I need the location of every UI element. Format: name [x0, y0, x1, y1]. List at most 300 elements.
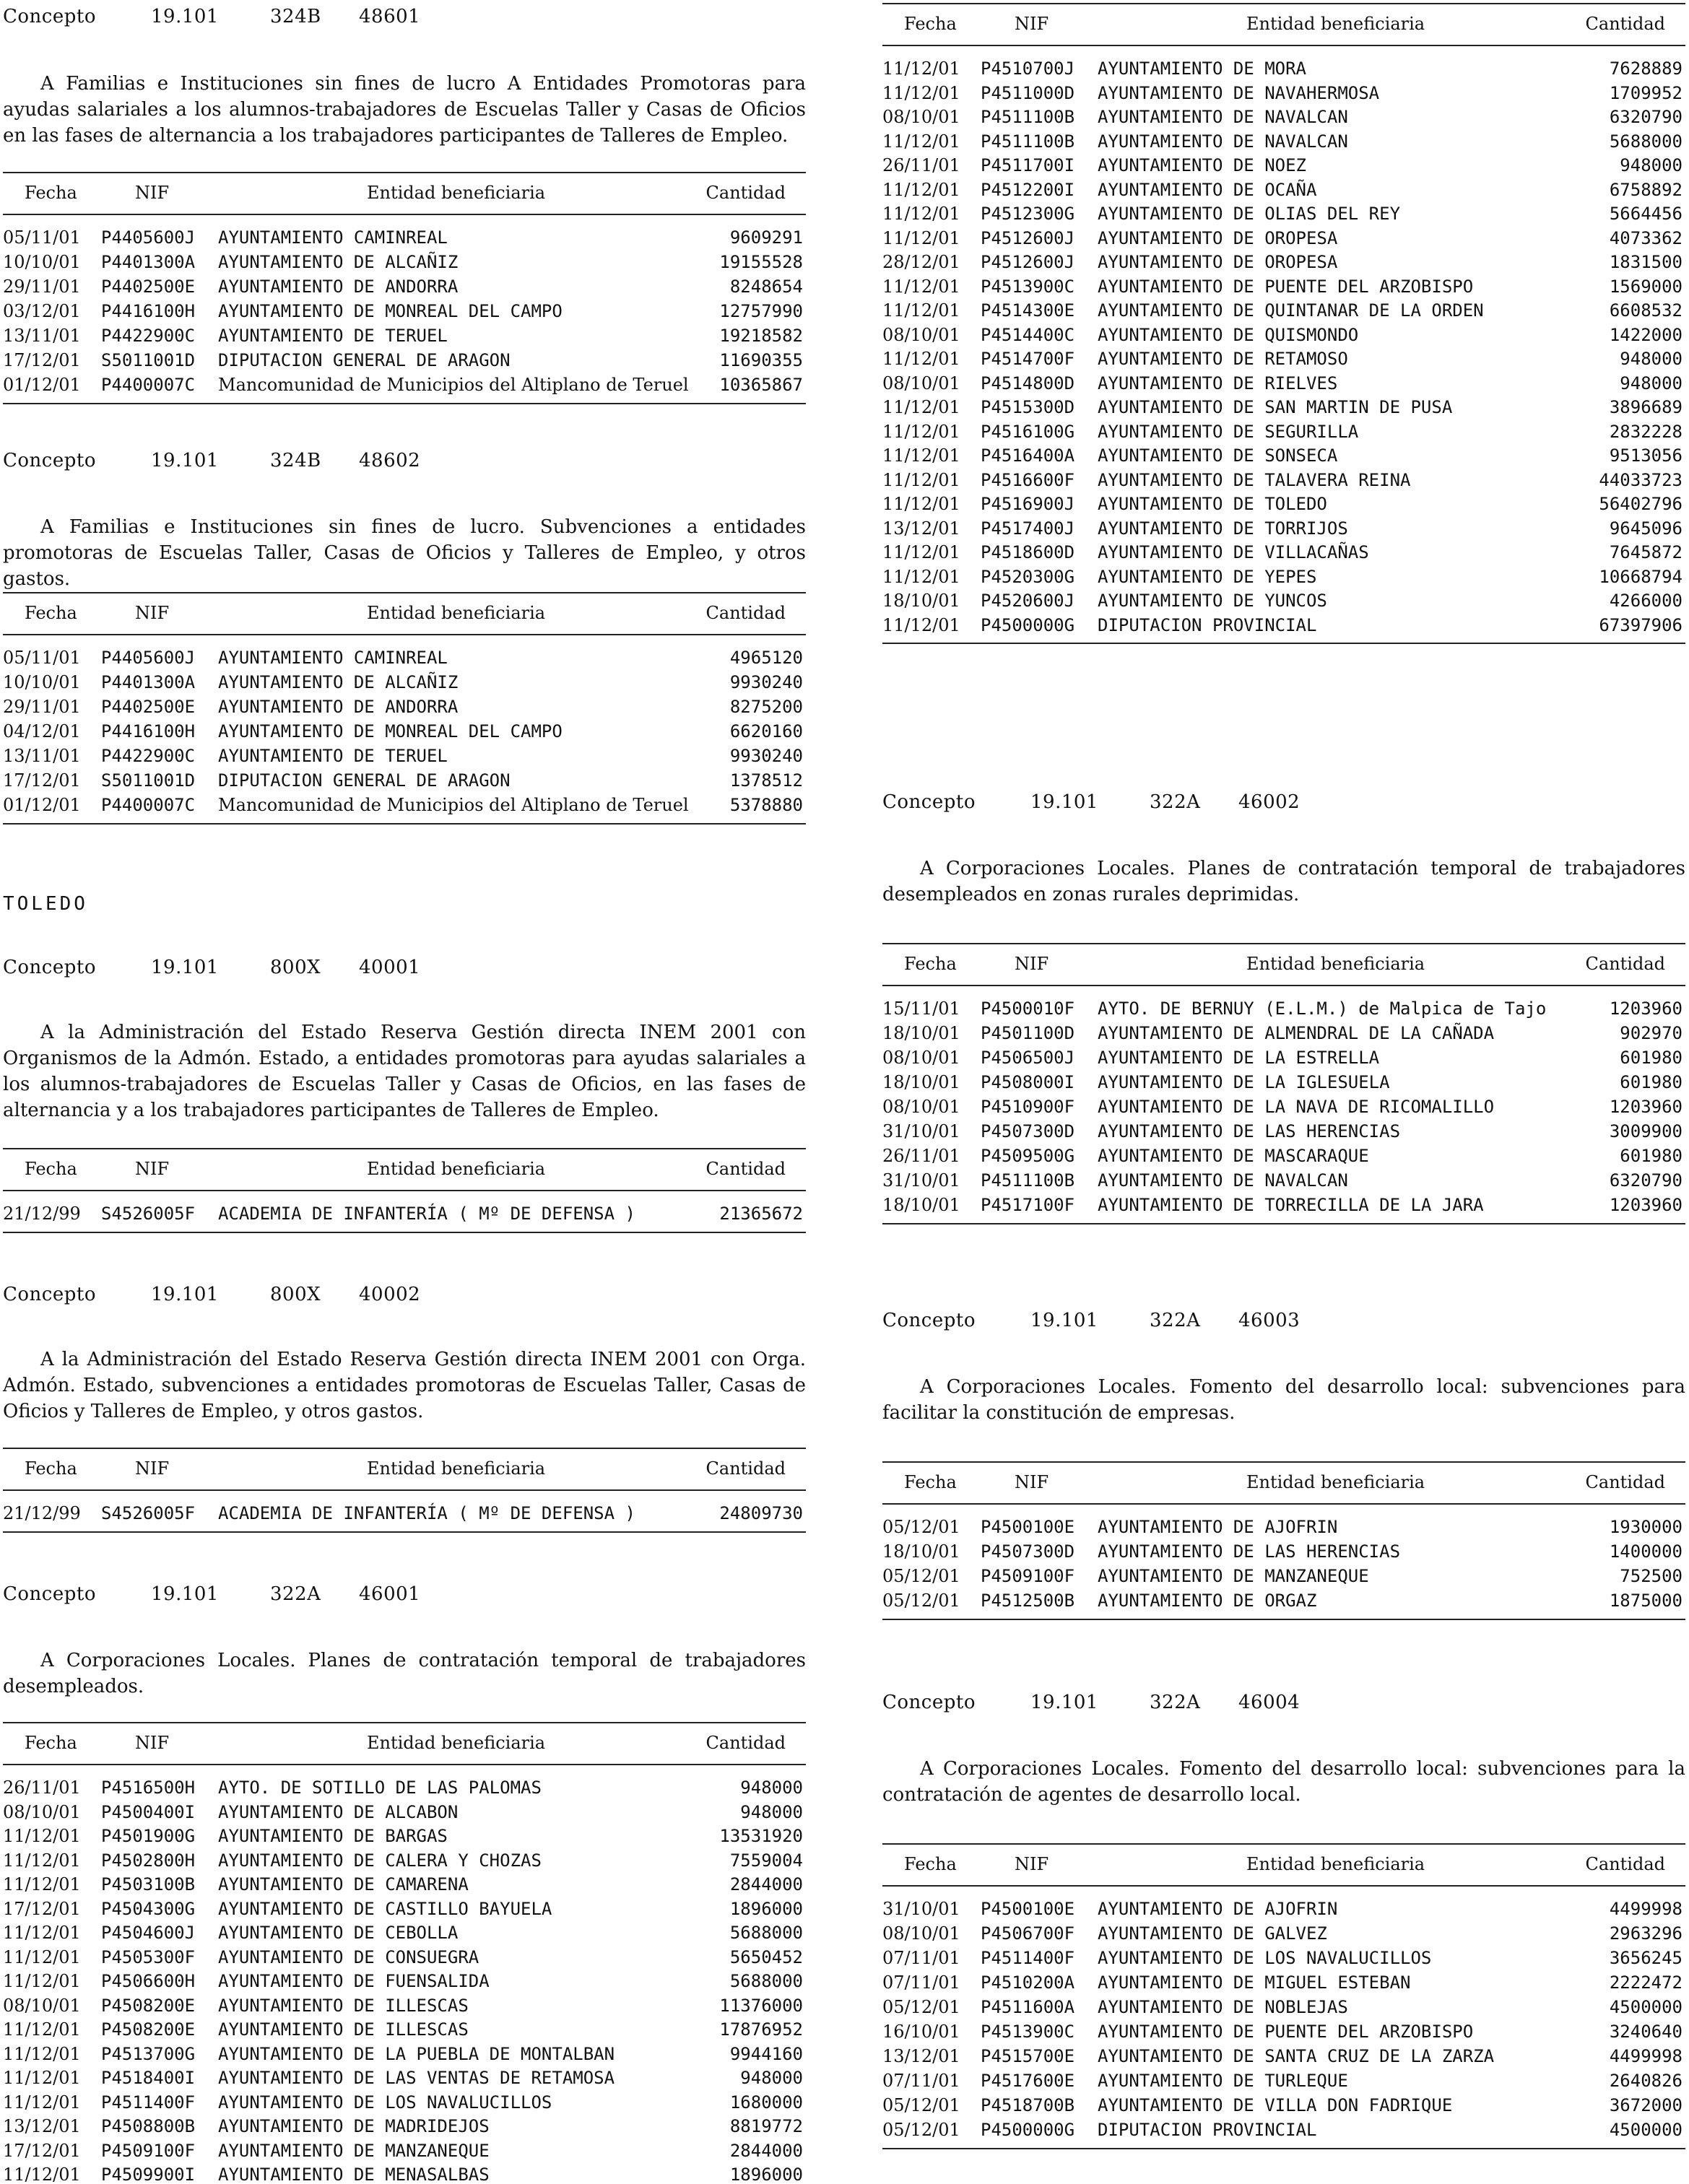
cell-fecha: 31/10/01 — [882, 1170, 960, 1191]
cell-cantidad: 948000 — [1620, 373, 1683, 393]
cell-entidad: AYUNTAMIENTO DE NAVALCAN — [1098, 107, 1348, 127]
beneficiary-table — [882, 943, 1685, 1224]
table-body — [3, 635, 806, 823]
cell-cantidad: 7628889 — [1609, 58, 1683, 79]
table-row — [3, 2139, 806, 2163]
concepto-c: 40002 — [359, 1284, 421, 1305]
cell-cantidad: 902970 — [1620, 1023, 1683, 1043]
cell-nif: P4507300D — [981, 1121, 1075, 1141]
table-row — [882, 1515, 1685, 1539]
cell-fecha: 21/12/99 — [3, 1503, 81, 1523]
cell-cantidad: 1378512 — [729, 770, 803, 791]
cell-cantidad: 5650452 — [729, 1946, 803, 1967]
table-row — [882, 2019, 1685, 2044]
cell-entidad: AYUNTAMIENTO DE BARGAS — [218, 1826, 448, 1846]
cell-entidad: AYUNTAMIENTO DE MASCARAQUE — [1098, 1146, 1369, 1166]
beneficiary-table — [3, 592, 806, 825]
cell-nif: P4511700I — [981, 155, 1075, 175]
cell-fecha: 31/10/01 — [882, 1121, 960, 1141]
cell-nif: P4518400I — [101, 2068, 196, 2088]
column-header-cantidad: Cantidad — [1585, 1472, 1665, 1492]
cell-entidad: DIPUTACION PROVINCIAL — [1098, 614, 1317, 635]
cell-cantidad: 21365672 — [719, 1204, 803, 1224]
cell-entidad: AYUNTAMIENTO DE MONREAL DEL CAMPO — [218, 301, 563, 321]
concepto-label: Concepto — [882, 1310, 976, 1331]
column-header-nif: NIF — [1015, 1854, 1049, 1874]
cell-entidad: AYUNTAMIENTO DE TORRIJOS — [1098, 518, 1348, 539]
concepto-line — [882, 1310, 1300, 1331]
cell-entidad: AYUNTAMIENTO DE VILLA DON FADRIQUE — [1098, 2095, 1453, 2115]
cell-nif: P4504300G — [101, 1898, 196, 1919]
cell-nif: P4514800D — [981, 373, 1075, 393]
column-header-fecha: Fecha — [25, 1733, 77, 1753]
table-row — [882, 56, 1685, 81]
cell-cantidad: 1896000 — [729, 2165, 803, 2184]
concepto-description: A Corporaciones Locales. Fomento del desarrollo local: subvenciones para facilitar la constitución de empresas. — [882, 1376, 1685, 1424]
cell-fecha: 17/12/01 — [3, 770, 81, 791]
cell-fecha: 29/11/01 — [3, 277, 81, 297]
concepto-b: 324B — [270, 450, 321, 471]
table-bottom-rule — [882, 1223, 1685, 1224]
concepto-line — [882, 791, 1300, 813]
cell-entidad: AYUNTAMIENTO DE NAVAHERMOSA — [1098, 82, 1380, 103]
table-body — [3, 1191, 806, 1232]
cell-cantidad: 9513056 — [1609, 445, 1683, 466]
cell-nif: P4506700F — [981, 1923, 1075, 1944]
table-row — [882, 201, 1685, 226]
cell-cantidad: 3672000 — [1609, 2095, 1683, 2115]
cell-nif: P4401300A — [101, 252, 196, 272]
table-body — [882, 986, 1685, 1223]
cell-entidad: AYUNTAMIENTO DE ALCAÑIZ — [218, 672, 459, 692]
cell-fecha: 31/10/01 — [882, 1899, 960, 1919]
cell-fecha: 11/12/01 — [3, 1946, 81, 1967]
cell-cantidad: 9944160 — [729, 2043, 803, 2064]
table-row — [3, 1993, 806, 2018]
table-row — [3, 670, 806, 695]
cell-cantidad: 9609291 — [729, 227, 803, 248]
cell-cantidad: 1422000 — [1609, 324, 1683, 345]
cell-entidad: AYUNTAMIENTO DE MADRIDEJOS — [218, 2116, 490, 2136]
column-header-nif: NIF — [135, 1458, 170, 1479]
table-row — [3, 225, 806, 250]
cell-nif: P4515300D — [981, 397, 1075, 417]
beneficiary-table — [882, 3, 1685, 644]
cell-nif: S4526005F — [101, 1204, 196, 1224]
table-row — [3, 2042, 806, 2066]
cell-fecha: 01/12/01 — [3, 375, 81, 395]
cell-fecha: 21/12/99 — [3, 1204, 81, 1224]
table-row — [3, 645, 806, 670]
cell-entidad: AYUNTAMIENTO DE CONSUEGRA — [218, 1946, 479, 1967]
concepto-c: 46002 — [1238, 791, 1301, 813]
table-row — [3, 2162, 806, 2184]
concepto-a: 19.101 — [1030, 1310, 1098, 1331]
cell-fecha: 05/12/01 — [882, 1997, 960, 2017]
cell-fecha: 15/11/01 — [882, 999, 960, 1019]
cell-fecha: 29/11/01 — [3, 697, 81, 717]
cell-entidad: AYUNTAMIENTO DE YEPES — [1098, 566, 1317, 587]
table-row — [882, 371, 1685, 396]
cell-nif: P4517600E — [981, 2071, 1075, 2091]
table-row — [3, 1824, 806, 1848]
cell-entidad: AYUNTAMIENTO DE CAMARENA — [218, 1874, 469, 1894]
concepto-a: 19.101 — [151, 6, 219, 27]
table-row — [3, 2090, 806, 2115]
table-row — [882, 492, 1685, 516]
cell-entidad: Mancomunidad de Municipios del Altiplano de Teruel — [218, 375, 689, 395]
cell-fecha: 11/12/01 — [3, 2043, 81, 2064]
cell-fecha: 26/11/01 — [3, 1778, 81, 1798]
cell-nif: P4511000D — [981, 82, 1075, 103]
cell-fecha: 11/12/01 — [882, 445, 960, 466]
cell-fecha: 10/10/01 — [3, 672, 81, 692]
column-header-nif: NIF — [135, 183, 170, 203]
cell-cantidad: 6608532 — [1609, 300, 1683, 321]
cell-entidad: AYUNTAMIENTO DE CEBOLLA — [218, 1923, 459, 1943]
cell-nif: P4405600J — [101, 227, 196, 248]
beneficiary-table — [3, 1148, 806, 1233]
table-row — [882, 129, 1685, 154]
cell-fecha: 04/12/01 — [3, 721, 81, 741]
cell-cantidad: 6320790 — [1609, 107, 1683, 127]
cell-cantidad: 11690355 — [719, 350, 803, 370]
cell-fecha: 11/12/01 — [3, 2092, 81, 2113]
column-header-fecha: Fecha — [25, 1159, 77, 1179]
cell-nif: P4511100B — [981, 131, 1075, 152]
cell-entidad: AYUNTAMIENTO DE ANDORRA — [218, 697, 459, 717]
beneficiary-table — [882, 1843, 1685, 2149]
cell-entidad: AYUNTAMIENTO DE TORRECILLA DE LA JARA — [1098, 1195, 1484, 1215]
cell-fecha: 11/12/01 — [3, 2019, 81, 2040]
cell-nif: P4510700J — [981, 58, 1075, 79]
cell-cantidad: 9645096 — [1609, 518, 1683, 539]
table-row — [3, 719, 806, 744]
cell-cantidad: 10365867 — [719, 375, 803, 395]
table-row — [3, 768, 806, 793]
cell-cantidad: 3240640 — [1609, 2022, 1683, 2042]
cell-fecha: 03/12/01 — [3, 301, 81, 321]
cell-nif: P4400007C — [101, 375, 196, 395]
column-header-entidad: Entidad beneficiaria — [367, 183, 546, 203]
cell-nif: P4509900I — [101, 2165, 196, 2184]
cell-cantidad: 2844000 — [729, 1874, 803, 1894]
cell-entidad: AYUNTAMIENTO DE TOLEDO — [1098, 494, 1327, 514]
cell-fecha: 11/12/01 — [882, 494, 960, 514]
concepto-b: 322A — [1150, 1310, 1201, 1331]
concepto-description: A Corporaciones Locales. Fomento del desarrollo local: subvenciones para la contratación de agentes de desarrollo local. — [882, 1758, 1685, 1806]
table-row — [882, 1588, 1685, 1613]
concepto-a: 19.101 — [1030, 791, 1098, 813]
concepto-b: 324B — [270, 6, 321, 27]
cell-entidad: AYUNTAMIENTO DE CASTILLO BAYUELA — [218, 1898, 552, 1919]
cell-nif: S5011001D — [101, 770, 196, 791]
table-header — [3, 1723, 806, 1764]
cell-nif: P4506600H — [101, 1971, 196, 1991]
concepto-a: 19.101 — [151, 450, 219, 471]
cell-fecha: 11/12/01 — [882, 397, 960, 417]
cell-nif: P4402500E — [101, 697, 196, 717]
cell-fecha: 17/12/01 — [3, 1898, 81, 1919]
table-bottom-rule — [3, 403, 806, 404]
cell-entidad: AYUNTAMIENTO DE ANDORRA — [218, 277, 459, 297]
table-header — [3, 1149, 806, 1190]
table-row — [3, 1969, 806, 1993]
cell-cantidad: 4266000 — [1609, 591, 1683, 611]
cell-cantidad: 601980 — [1620, 1048, 1683, 1068]
cell-nif: P4501900G — [101, 1826, 196, 1846]
cell-fecha: 18/10/01 — [882, 591, 960, 611]
cell-nif: S4526005F — [101, 1503, 196, 1523]
table-header — [3, 1449, 806, 1489]
cell-fecha: 11/12/01 — [882, 349, 960, 369]
cell-entidad: AYUNTAMIENTO DE ALCAÑIZ — [218, 252, 459, 272]
table-row — [882, 1564, 1685, 1588]
cell-entidad: AYUNTAMIENTO DE OROPESA — [1098, 227, 1338, 248]
cell-cantidad: 4965120 — [729, 648, 803, 668]
cell-cantidad: 2963296 — [1609, 1923, 1683, 1944]
table-row — [3, 373, 806, 397]
cell-entidad: AYUNTAMIENTO DE LA ESTRELLA — [1098, 1048, 1380, 1068]
cell-cantidad: 3656245 — [1609, 1948, 1683, 1968]
cell-cantidad: 4500000 — [1609, 2120, 1683, 2140]
cell-nif: P4416100H — [101, 721, 196, 741]
cell-cantidad: 10668794 — [1599, 566, 1683, 587]
cell-fecha: 18/10/01 — [882, 1072, 960, 1092]
cell-nif: P4508800B — [101, 2116, 196, 2136]
concepto-c: 48601 — [359, 6, 421, 27]
cell-fecha: 13/12/01 — [882, 518, 960, 539]
concepto-description: A Familias e Instituciones sin fines de lucro. Subvenciones a entidades promotoras de Escuelas Taller, Casas de Oficios y Talleres de Empleo, y otros gastos. — [3, 516, 806, 590]
concepto-label: Concepto — [3, 1583, 96, 1605]
cell-nif: P4509500G — [981, 1146, 1075, 1166]
column-header-fecha: Fecha — [904, 1472, 957, 1492]
table-row — [3, 744, 806, 768]
cell-entidad: DIPUTACION GENERAL DE ARAGON — [218, 350, 511, 370]
cell-cantidad: 44033723 — [1599, 469, 1683, 490]
cell-entidad: AYUNTAMIENTO DE NAVALCAN — [1098, 1170, 1348, 1191]
cell-entidad: AYUNTAMIENTO DE TALAVERA REINA — [1098, 469, 1411, 490]
beneficiary-table — [3, 172, 806, 404]
concepto-b: 800X — [270, 1284, 321, 1305]
cell-fecha: 11/12/01 — [882, 614, 960, 635]
cell-entidad: AYUNTAMIENTO DE OCAÑA — [1098, 179, 1317, 200]
cell-cantidad: 5378880 — [729, 795, 803, 815]
cell-entidad: AYUNTAMIENTO CAMINREAL — [218, 648, 448, 668]
cell-nif: P4516100G — [981, 421, 1075, 442]
table-bottom-rule — [3, 1531, 806, 1533]
cell-nif: P4514300E — [981, 300, 1075, 321]
cell-fecha: 26/11/01 — [882, 155, 960, 175]
column-header-fecha: Fecha — [25, 1458, 77, 1479]
cell-entidad: AYUNTAMIENTO DE MONREAL DEL CAMPO — [218, 721, 563, 741]
cell-nif: P4516600F — [981, 469, 1075, 490]
cell-fecha: 11/12/01 — [3, 1826, 81, 1846]
cell-fecha: 11/12/01 — [882, 131, 960, 152]
cell-cantidad: 1569000 — [1609, 276, 1683, 297]
table-body — [882, 46, 1685, 643]
column-header-nif: NIF — [135, 603, 170, 623]
cell-fecha: 11/12/01 — [882, 300, 960, 321]
table-row — [3, 1501, 806, 1526]
cell-entidad: AYUNTAMIENTO DE MANZANEQUE — [218, 2140, 490, 2161]
cell-entidad: AYUNTAMIENTO DE LA NAVA DE RICOMALILLO — [1098, 1097, 1495, 1117]
table-row — [882, 419, 1685, 444]
table-row — [882, 2068, 1685, 2093]
column-header-entidad: Entidad beneficiaria — [367, 1458, 546, 1479]
cell-fecha: 05/12/01 — [882, 1591, 960, 1611]
concepto-a: 19.101 — [151, 957, 219, 978]
cell-nif: P4512200I — [981, 179, 1075, 200]
concepto-line — [3, 6, 420, 27]
concepto-line — [3, 1284, 420, 1305]
cell-cantidad: 7559004 — [729, 1850, 803, 1871]
cell-nif: P4503100B — [101, 1874, 196, 1894]
cell-cantidad: 948000 — [1620, 155, 1683, 175]
cell-nif: P4500100E — [981, 1899, 1075, 1919]
cell-fecha: 11/12/01 — [3, 2165, 81, 2184]
cell-fecha: 05/12/01 — [882, 2120, 960, 2140]
column-header-cantidad: Cantidad — [1585, 14, 1665, 34]
cell-nif: P4422900C — [101, 326, 196, 346]
cell-fecha: 11/12/01 — [882, 542, 960, 562]
cell-fecha: 07/11/01 — [882, 2071, 960, 2091]
concepto-description: A Familias e Instituciones sin fines de lucro A Entidades Promotoras para ayudas salariales a los alumnos-trabajadores de Escuelas Taller y Casas de Oficios en las fases de alternancia a los trabajadores participantes de Talleres de Empleo. — [3, 73, 806, 147]
concepto-a: 19.101 — [151, 1583, 219, 1605]
cell-fecha: 08/10/01 — [882, 324, 960, 345]
cell-fecha: 05/11/01 — [3, 648, 81, 668]
cell-fecha: 13/11/01 — [3, 326, 81, 346]
cell-fecha: 13/11/01 — [3, 746, 81, 766]
cell-nif: P4516900J — [981, 494, 1075, 514]
cell-fecha: 11/12/01 — [3, 1923, 81, 1943]
concepto-label: Concepto — [3, 450, 96, 471]
column-header-nif: NIF — [1015, 954, 1049, 974]
cell-cantidad: 8248654 — [729, 277, 803, 297]
concepto-c: 46003 — [1238, 1310, 1301, 1331]
table-row — [3, 274, 806, 299]
cell-cantidad: 752500 — [1620, 1566, 1683, 1586]
cell-cantidad: 601980 — [1620, 1072, 1683, 1092]
cell-nif: P4501100D — [981, 1023, 1075, 1043]
cell-nif: P4515700E — [981, 2046, 1075, 2066]
concepto-b: 800X — [270, 957, 321, 978]
concepto-label: Concepto — [3, 1284, 96, 1305]
table-body — [3, 1765, 806, 2184]
table-row — [3, 2114, 806, 2139]
column-header-entidad: Entidad beneficiaria — [1246, 1472, 1425, 1492]
cell-nif: P4507300D — [981, 1541, 1075, 1562]
cell-nif: P4517400J — [981, 518, 1075, 539]
table-row — [3, 1945, 806, 1970]
cell-nif: P4514400C — [981, 324, 1075, 345]
table-row — [882, 250, 1685, 274]
cell-nif: P4512600J — [981, 227, 1075, 248]
table-row — [882, 1995, 1685, 2019]
cell-nif: P4518700B — [981, 2095, 1075, 2115]
concepto-line — [3, 450, 420, 471]
cell-entidad: AYUNTAMIENTO DE GALVEZ — [1098, 1923, 1327, 1944]
cell-fecha: 18/10/01 — [882, 1023, 960, 1043]
table-header — [882, 1463, 1685, 1503]
cell-fecha: 11/12/01 — [882, 204, 960, 224]
cell-entidad: AYUNTAMIENTO DE ILLESCAS — [218, 1995, 469, 2016]
cell-cantidad: 1709952 — [1609, 82, 1683, 103]
table-header — [882, 4, 1685, 45]
table-header — [882, 944, 1685, 985]
cell-nif: P4511100B — [981, 1170, 1075, 1191]
cell-fecha: 28/12/01 — [882, 252, 960, 272]
column-header-fecha: Fecha — [904, 14, 957, 34]
cell-cantidad: 4500000 — [1609, 1997, 1683, 2017]
cell-entidad: AYUNTAMIENTO DE AJOFRIN — [1098, 1517, 1338, 1537]
cell-cantidad: 1203960 — [1609, 999, 1683, 1019]
cell-nif: P4512300G — [981, 204, 1075, 224]
cell-cantidad: 1203960 — [1609, 1195, 1683, 1215]
cell-entidad: Mancomunidad de Municipios del Altiplano de Teruel — [218, 795, 689, 815]
cell-fecha: 18/10/01 — [882, 1541, 960, 1562]
cell-fecha: 17/12/01 — [3, 2140, 81, 2161]
cell-fecha: 11/12/01 — [3, 1971, 81, 1991]
cell-entidad: AYUNTAMIENTO DE ILLESCAS — [218, 2019, 469, 2040]
cell-fecha: 08/10/01 — [882, 107, 960, 127]
cell-nif: P4516500H — [101, 1778, 196, 1798]
cell-cantidad: 8819772 — [729, 2116, 803, 2136]
cell-nif: P4400007C — [101, 795, 196, 815]
cell-nif: P4500010F — [981, 999, 1075, 1019]
cell-nif: S5011001D — [101, 350, 196, 370]
cell-cantidad: 67397906 — [1599, 614, 1683, 635]
cell-entidad: AYUNTAMIENTO DE LOS NAVALUCILLOS — [1098, 1948, 1432, 1968]
column-header-nif: NIF — [135, 1733, 170, 1753]
table-row — [3, 793, 806, 817]
concepto-c: 48602 — [359, 450, 421, 471]
table-row — [3, 1201, 806, 1226]
table-row — [882, 153, 1685, 178]
concepto-description: A Corporaciones Locales. Planes de contratación temporal de trabajadores desempleados en zonas rurales deprimidas. — [882, 858, 1685, 905]
cell-nif: P4402500E — [101, 277, 196, 297]
concepto-c: 46001 — [359, 1583, 421, 1605]
cell-entidad: AYUNTAMIENTO DE QUISMONDO — [1098, 324, 1359, 345]
table-row — [882, 1021, 1685, 1045]
cell-fecha: 01/12/01 — [3, 795, 81, 815]
table-row — [882, 1045, 1685, 1070]
cell-entidad: AYUNTAMIENTO DE MENASALBAS — [218, 2165, 490, 2184]
concepto-c: 46004 — [1238, 1692, 1301, 1713]
cell-fecha: 07/11/01 — [882, 1972, 960, 1993]
cell-cantidad: 56402796 — [1599, 494, 1683, 514]
table-row — [882, 298, 1685, 323]
cell-entidad: AYUNTAMIENTO DE NOEZ — [1098, 155, 1306, 175]
cell-cantidad: 5688000 — [729, 1971, 803, 1991]
cell-cantidad: 5688000 — [1609, 131, 1683, 152]
column-header-entidad: Entidad beneficiaria — [1246, 1854, 1425, 1874]
cell-nif: P4508000I — [981, 1072, 1075, 1092]
table-row — [3, 299, 806, 323]
cell-cantidad: 1400000 — [1609, 1541, 1683, 1562]
cell-nif: P4401300A — [101, 672, 196, 692]
table-row — [882, 1095, 1685, 1119]
cell-entidad: AYUNTAMIENTO DE YUNCOS — [1098, 591, 1327, 611]
cell-entidad: AYUNTAMIENTO DE LAS HERENCIAS — [1098, 1541, 1401, 1562]
table-row — [882, 347, 1685, 371]
cell-fecha: 13/12/01 — [3, 2116, 81, 2136]
cell-nif: P4405600J — [101, 648, 196, 668]
column-header-entidad: Entidad beneficiaria — [367, 1733, 546, 1753]
cell-cantidad: 1930000 — [1609, 1517, 1683, 1537]
table-row — [882, 323, 1685, 347]
table-row — [882, 996, 1685, 1021]
